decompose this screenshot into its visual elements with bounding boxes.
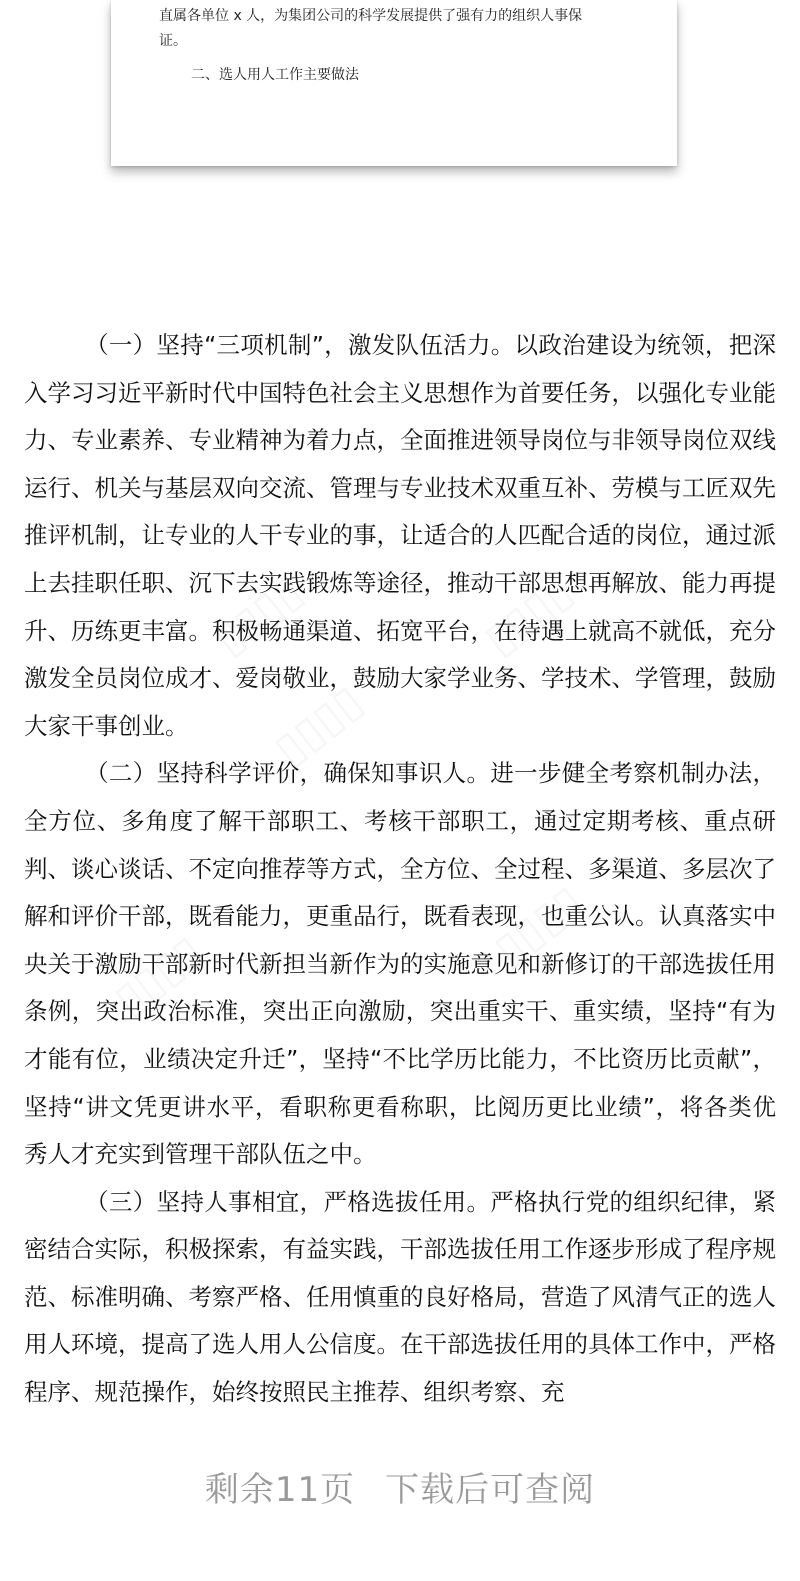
document-body bbox=[24, 322, 776, 1417]
paragraph-2: （二）坚持科学评价，确保知事识人。进一步健全考察机制办法，全方位、多角度了解干部职工、考核干部职工，通过定期考核、重点研判、谈心谈话、不定向推荐等方式，全方位、全过程、多渠道、多层次了解和评价干部，既看能力，更重品行，既看表现，也重公认。认真落实中央关于激励干部新时代新担当新作为的实施意见和新修订的干部选拔任用条例，突出政治标准，突出正向激励，突出重实干、重实绩，坚持“有为才能有位，业绩决定升迁”，坚持“不比学历比能力，不比资历比贡献”，坚持“讲文凭更讲水平，看职称更看称职，比阅历更比业绩”，将各类优秀人才充实到管理干部队伍之中。 bbox=[24, 759, 776, 1169]
preview-paragraph bbox=[159, 4, 659, 54]
paragraph-1: （一）坚持“三项机制”，激发队伍活力。以政治建设为统领，把深入学习习近平新时代中国特色社会主义思想作为首要任务，以强化专业能力、专业素养、专业精神为着力点，全面推进领导岗位与非领导岗位双线运行、机关与基层双向交流、管理与专业技术双重互补、劳模与工匠双先推评机制，让专业的人干专业的事，让适合的人匹配合适的岗位，通过派上去挂职任职、沉下去实践锻炼等途径，推动干部思想再解放、能力再提升、历练更丰富。积极畅通渠道、拓宽平台，在待遇上就高不就低，充分激发全员岗位成才、爱岗敬业，鼓励大家学业务、学技术、学管理，鼓励大家干事创业。 bbox=[24, 331, 776, 740]
preview-line-1: 直属各单位 x 人，为集团公司的科学发展提供了强有力的组织人事保 bbox=[159, 8, 583, 24]
preview-line-2: 证。 bbox=[159, 33, 187, 49]
preview-page-card bbox=[111, 0, 677, 166]
download-prompt[interactable] bbox=[0, 1467, 800, 1513]
paragraph-3: （三）坚持人事相宜，严格选拔任用。严格执行党的组织纪律，紧密结合实际，积极探索，有益实践，干部选拔任用工作逐步形成了程序规范、标准明确、考察严格、任用慎重的良好格局，营造了风清气正的选人用人环境，提高了选人用人公信度。在干部选拔任用的具体工作中，严格程序、规范操作，始终按照民主推荐、组织考察、充 bbox=[24, 1187, 776, 1407]
preview-section-heading: 二、选人用人工作主要做法 bbox=[191, 67, 359, 83]
remaining-pages-label: 剩余11页 bbox=[204, 1470, 356, 1510]
download-to-view-label: 下载后可查阅 bbox=[385, 1470, 596, 1510]
